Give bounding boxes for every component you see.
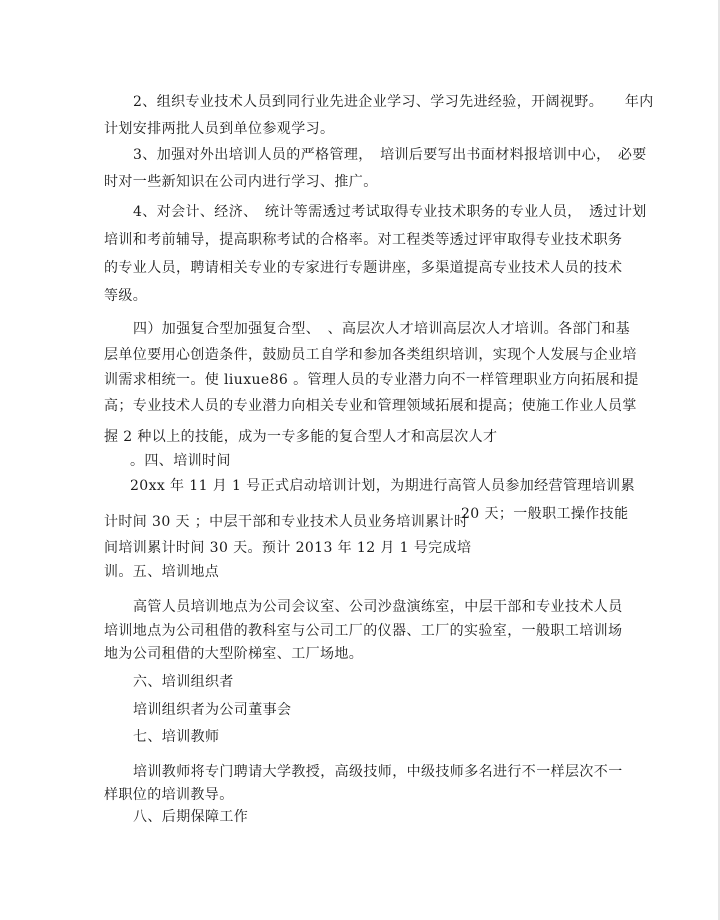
text-line: 样职位的培训教导。	[104, 787, 234, 803]
text-line: 计划安排两批人员到单位参观学习。	[104, 121, 335, 137]
text-line: 时对一些新知识在公司内进行学习、推广。	[104, 174, 378, 190]
text-line: 地为公司租借的大型阶梯室、工厂场地。	[104, 646, 364, 662]
text-line: 层单位要用心创造条件，鼓励员工自学和参加各类组织培训，实现个人发展与企业培	[104, 347, 637, 363]
text-line: 2、组织专业技术人员到同行业先进企业学习、学习先进经验，开阔视野。 年内	[133, 94, 654, 110]
section-heading: 。四、培训时间	[130, 453, 231, 469]
text-line: 的专业人员，聘请相关专业的专家进行专题讲座，多渠道提高专业技术人员的技术	[104, 260, 623, 276]
text-line: 培训和考前辅导，提高职称考试的合格率。对工程类等透过评审取得专业技术职务	[104, 232, 623, 248]
text-line: 高管人员培训地点为公司会议室、公司沙盘演练室，中层干部和专业技术人员	[133, 599, 623, 615]
section-heading: 八、后期保障工作	[133, 809, 249, 825]
text-line: 3、加强对外出培训人员的严格管理， 培训后要写出书面材料报培训中心， 必要	[133, 147, 647, 163]
text-line: 间培训累计时间 30 天。预计 2013 年 12 月 1 号完成培	[104, 540, 472, 556]
text-line: 四）加强复合型加强复合型、 、高层次人才培训高层次人才培训。各部门和基	[133, 321, 630, 337]
text-line: 培训教师将专门聘请大学教授，高级技师，中级技师多名进行不一样层次不一	[133, 764, 623, 780]
text-line: 高；专业技术人员的专业潜力向相关专业和管理领域拓展和提高；使施工作业人员掌	[104, 398, 637, 414]
text-line: 等级。	[104, 288, 148, 304]
text-line: 计时间 30 天 ；中层干部和专业技术人员业务培训累计时	[104, 514, 469, 530]
section-heading: 七、培训教师	[133, 729, 220, 745]
text-line: 培训地点为公司租借的教科室与公司工厂的仪器、工厂的实验室，一般职工培训场	[104, 623, 623, 639]
text-line: 20 天；一般职工操作技能	[461, 506, 629, 522]
text-line: 4、对会计、经济、 统计等需透过考试取得专业技术职务的专业人员， 透过计划	[133, 204, 647, 220]
text-line: 握 2 种以上的技能，成为一专多能的复合型人才和高层次人才	[104, 429, 498, 445]
section-heading: 训。五、培训地点	[104, 564, 220, 580]
text-line: 培训组织者为公司董事会	[133, 702, 292, 718]
section-heading: 六、培训组织者	[133, 674, 234, 690]
text-line: 20xx 年 11 月 1 号正式启动培训计划，为期进行高管人员参加经营管理培训累	[130, 478, 635, 494]
text-line: 训需求相统一。使 liuxue86 。管理人员的专业潜力向不一样管理职业方向拓展和提	[104, 372, 639, 388]
